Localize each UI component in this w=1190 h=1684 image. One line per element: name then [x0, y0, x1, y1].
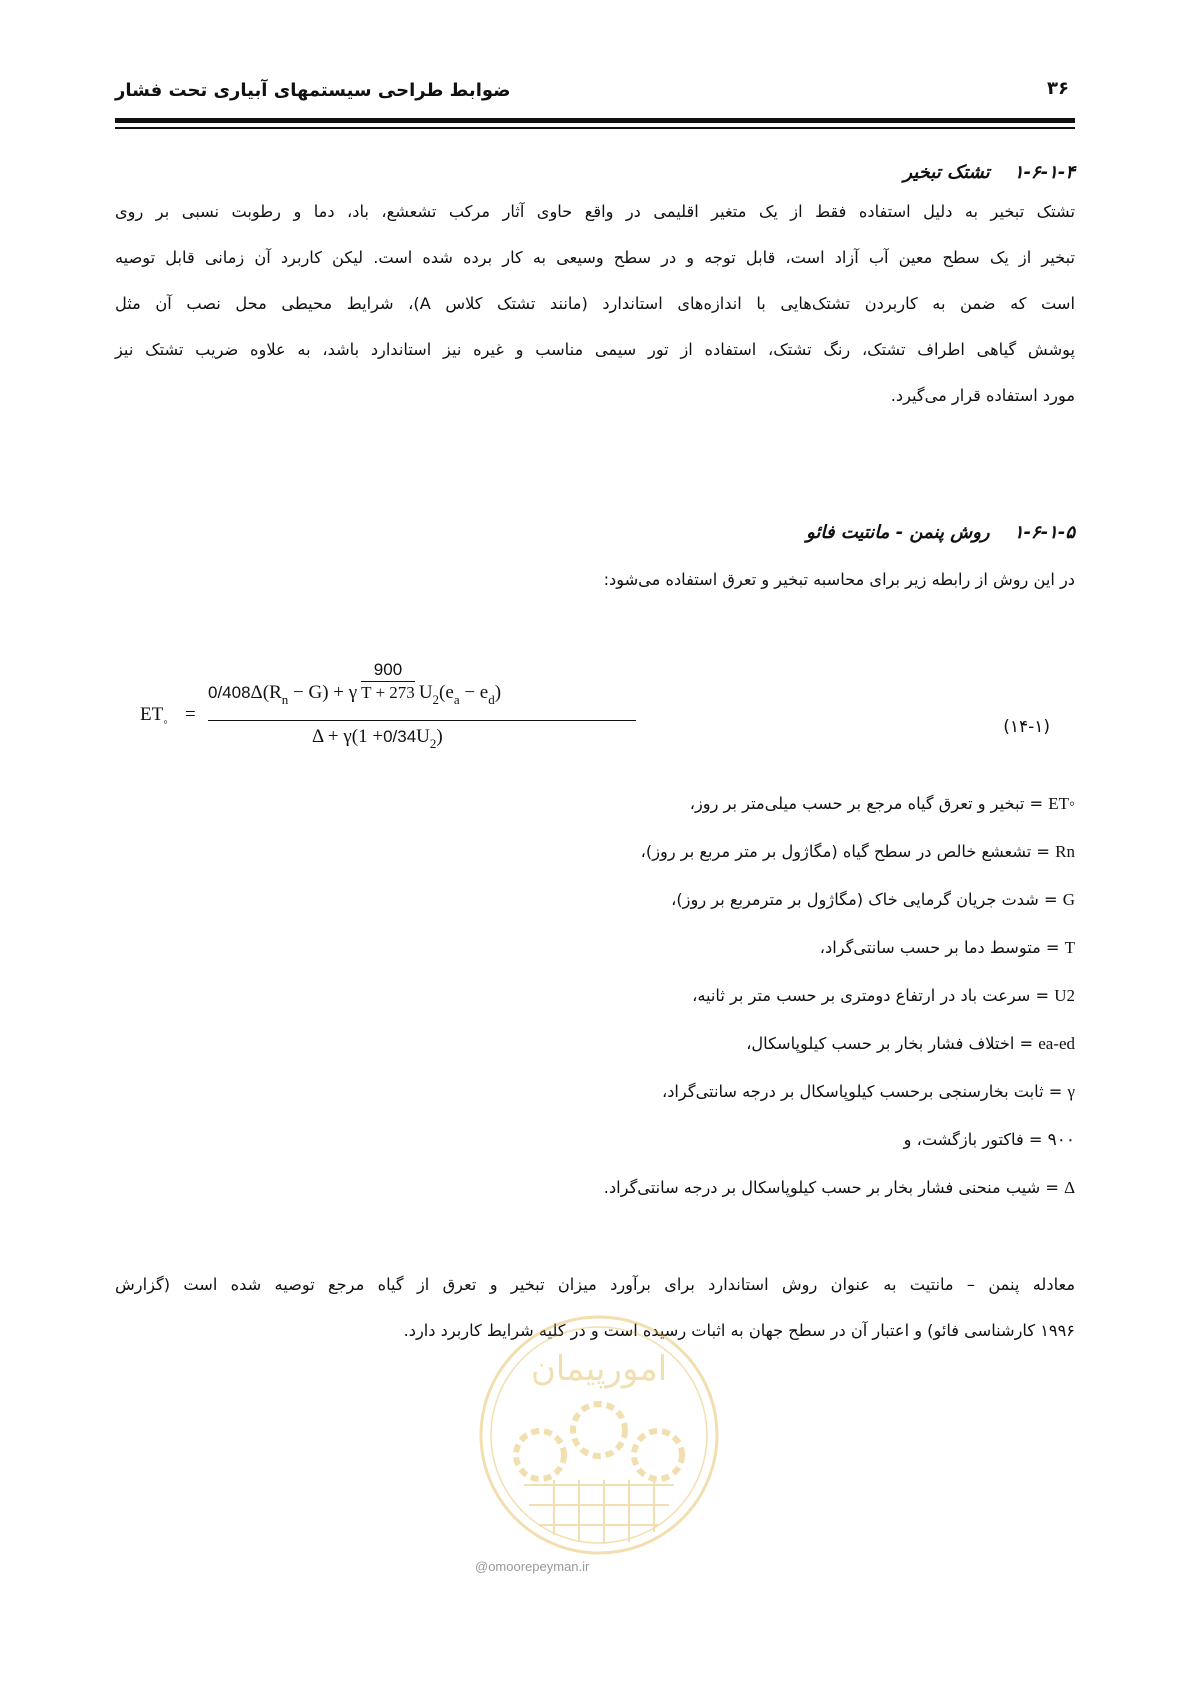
paragraph-line: معادله پنمن – مانتیت به عنوان روش استاندارد برای برآورد میزان تبخیر و تعرق از گیاه مرجع توصیه شده است (گزارش [115, 1275, 1075, 1294]
paragraph-line: مورد استفاده قرار می‌گیرد. [890, 386, 1075, 405]
watermark-site-text: @omoorepeyman.ir [475, 1559, 590, 1574]
variable-definition: G = شدت جریان گرمایی خاک (مگاژول بر مترمربع بر روز)، [671, 890, 1075, 909]
fraction-bar [208, 720, 636, 721]
variable-definition: γ = ثابت بخارسنجی برحسب کیلوپاسکال بر درجه سانتی‌گراد، [662, 1082, 1075, 1101]
equation-number: (۱۴-۱) [1003, 717, 1050, 737]
inner-fraction: $\frac{900}{T + 273}$ [361, 660, 415, 703]
formula-numerator: $0/408\Delta(R_n - G) + \gamma$ $\frac{900}{T + 273}$ $U_2(e_a - e_d)$ [208, 660, 502, 707]
paragraph-line: است که ضمن به کاربردن تشتک‌هایی با اندازه‌های استاندارد (مانند تشتک کلاس A)، شرایط محیطی محل نصب آن مثل [115, 294, 1075, 313]
paragraph-evaporation-pan [115, 189, 1075, 419]
paragraph-line: تشتک تبخیر به دلیل استفاده فقط از یک متغیر اقلیمی در واقع حاوی آثار مرکب تشعشع، باد، دما و رطوبت نسبی بر روی [115, 202, 1075, 221]
header-rule-thick [115, 118, 1075, 123]
intro-text: در این روش از رابطه زیر برای محاسبه تبخیر و تعرق استفاده می‌شود: [603, 570, 1075, 589]
section-heading-penman-monteith [806, 522, 1075, 543]
page-number: ۳۶ [1047, 78, 1069, 99]
formula-lhs: $ET_◦$ [140, 704, 168, 729]
section-title: روش پنمن - مانتیت فائو [806, 522, 990, 543]
section-heading-evaporation-pan [903, 162, 1075, 183]
paragraph-line: ۱۹۹۶ کارشناسی فائو) و اعتبار آن در سطح جهان به اثبات رسیده است و در کلیه شرایط کاربرد دارد. [403, 1321, 1075, 1340]
paragraph-line: پوشش گیاهی اطراف تشتک، رنگ تشتک، استفاده از تور سیمی مناسب و غیره نیز استاندارد باشد، به علاوه ضریب تشتک نیز [115, 340, 1075, 359]
variable-definition: ET◦ = تبخیر و تعرق گیاه مرجع بر حسب میلی‌متر بر روز، [689, 794, 1075, 813]
page-header [115, 72, 1075, 112]
variable-definition: Δ = شیب منحنی فشار بخار بر حسب کیلوپاسکال بر درجه سانتی‌گراد. [603, 1178, 1075, 1197]
variable-definition: ۹۰۰ = فاکتور بازگشت، و [903, 1130, 1075, 1149]
paragraph-line: تبخیر از یک سطح معین آب آزاد است، قابل توجه و در سطح وسیعی به کار برده شده است. لیکن کاربرد آن زمانی قابل توصیه [115, 248, 1075, 267]
watermark-logo [474, 1310, 724, 1570]
section-title: تشتک تبخیر [903, 162, 990, 183]
variable-definition: U2 = سرعت باد در ارتفاع دومتری بر حسب متر بر ثانیه، [692, 986, 1075, 1005]
watermark-logo-text: امورپیمان [530, 1349, 668, 1389]
variable-definition: Rn = تشعشع خالص در سطح گیاه (مگاژول بر متر مربع بر روز)، [640, 842, 1075, 861]
penman-monteith-formula [140, 660, 620, 758]
section-number: ۱-۶-۱-۴ [1013, 162, 1075, 183]
variable-definition: ea-ed = اختلاف فشار بخار بر حسب کیلوپاسکال، [746, 1034, 1075, 1053]
formula-denominator: $\Delta + \gamma(1 +0/34U_2)$ [312, 726, 443, 751]
variable-definition: T = متوسط دما بر حسب سانتی‌گراد، [819, 938, 1075, 957]
header-rule-thin [115, 127, 1075, 129]
section-number: ۱-۶-۱-۵ [1013, 522, 1075, 543]
formula-equals: = [185, 704, 196, 725]
running-title: ضوابط طراحی سیستمهای آبیاری تحت فشار [115, 80, 511, 101]
